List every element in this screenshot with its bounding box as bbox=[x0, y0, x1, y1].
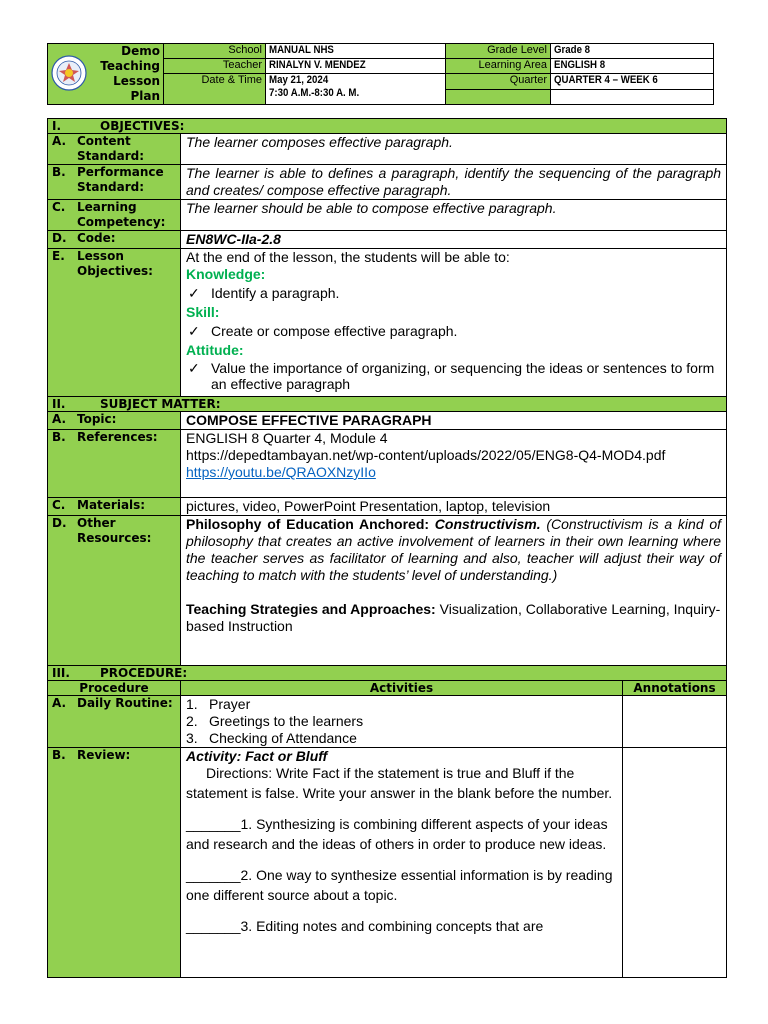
routine-item: Prayer bbox=[209, 696, 251, 712]
area-label: Learning Area bbox=[446, 59, 551, 74]
activity-title: Activity: Fact or Bluff bbox=[186, 748, 328, 764]
performance-standard: The learner is able to defines a paragraph, identify the sequencing of the paragraph and creates/ compose effective paragraph. bbox=[181, 165, 727, 200]
directions: Directions: Write Fact if the statement is true and Bluff if the statement is false. Write your answer in the blank before the number. bbox=[186, 765, 613, 801]
deped-seal-icon bbox=[51, 55, 87, 91]
competency-label: Learning Competency: bbox=[77, 200, 166, 229]
lesson-objectives-label: Lesson Objectives: bbox=[77, 249, 153, 278]
topic-value: COMPOSE EFFECTIVE PARAGRAPH bbox=[181, 412, 727, 430]
subject-matter-heading: II. SUBJECT MATTER: bbox=[48, 397, 727, 412]
materials-value: pictures, video, PowerPoint Presentation, laptop, television bbox=[181, 498, 727, 516]
area-value: ENGLISH 8 bbox=[554, 59, 606, 71]
strategies-paragraph: Teaching Strategies and Approaches: Visualization, Collaborative Learning, Inquiry-based Instruction bbox=[186, 601, 721, 634]
title-line: Lesson bbox=[113, 74, 160, 88]
skill-item: Create or compose effective paragraph. bbox=[211, 323, 458, 339]
daily-routine-label: Daily Routine: bbox=[77, 696, 173, 710]
quarter-label: Quarter bbox=[446, 74, 551, 90]
attitude-item: Value the importance of organizing, or sequencing the ideas or sentences to form an effective paragraph bbox=[211, 360, 715, 392]
knowledge-item: Identify a paragraph. bbox=[211, 285, 340, 301]
review-label: Review: bbox=[77, 748, 131, 762]
reference-video-link[interactable]: https://youtu.be/QRAOXNzyIIo bbox=[186, 464, 376, 480]
date-value: May 21, 2024 bbox=[269, 74, 329, 86]
code-label: Code: bbox=[77, 231, 116, 245]
time-value: 7:30 A.M.-8:30 A. M. bbox=[269, 87, 360, 99]
topic-label: Topic: bbox=[77, 412, 117, 426]
quarter-value: QUARTER 4 – WEEK 6 bbox=[554, 74, 658, 86]
annotation-cell bbox=[623, 748, 727, 978]
knowledge-label: Knowledge: bbox=[186, 266, 266, 282]
datetime-label: Date & Time bbox=[164, 74, 266, 105]
column-procedure: Procedure bbox=[48, 681, 181, 696]
title-line: Plan bbox=[130, 89, 160, 103]
philosophy-paragraph: Philosophy of Education Anchored: Constructivism. (Constructivism is a kind of philosophy that creates an active involvement of learners in their own learning where the teacher serves as facilitator of learning and also, teacher will adjust their way of teaching to match with the students’ level of understanding.) bbox=[186, 516, 722, 583]
check-icon: ✓ bbox=[188, 360, 200, 376]
school-value: MANUAL NHS bbox=[269, 44, 334, 56]
routine-item: Checking of Attendance bbox=[209, 730, 357, 746]
performance-standard-label: Performance Standard: bbox=[77, 165, 164, 194]
code-value: EN8WC-IIa-2.8 bbox=[181, 231, 727, 249]
references-label: References: bbox=[77, 430, 158, 444]
lesson-plan-table: I. OBJECTIVES: A. Content Standard: The learner composes effective paragraph. B. Performance Standard: The learner is able to defines a paragraph, identify the sequencing of the paragraph and creates/ compose effective paragraph. C. Learning Competency: The learner should be able to compose effective paragraph. D. Code: EN8WC-IIa-2.8 E. Lesson Objectives: At the end of the lesson, the students will be able to: Knowledge: ✓ Identify a paragraph. Skill: ✓ Create or compose effective paragraph. Attitude: ✓ Value the importance of organizing, or sequencing the ideas or sentences to form an effective paragraph II. SUBJECT MATTER: A. Topic: COMPOSE EFFECTIVE PARAGRAPH B. References: ENGLISH 8 Quarter 4, Module 4 https://depedtambayan.net/wp-content/uploads/2022/05/ENG8-Q4-MOD4.pdf https://youtu.be/QRAOXNzyIIo C. Materials: pictures, video, PowerPoint Presentation, laptop, television D. Other Resources: Philosophy of Education Anchored: Constructivism. (Constructivism is a kind of philosophy that creates an active involvement of learners in their own learning where the teacher serves as facilitator of learning and also, teacher will adjust their way of teaching to match with the students’ level of understanding.) Teaching Strategies and Approaches: Visualization, Collaborative Learning, Inquiry-based Instruction III. PROCEDURE: Procedure Activities Annotations A. Daily Routine: 1. Prayer 2. Greetings to the learners 3. Checking of Attendance B. Review: Activity: Fact or Bluff Directions: Write Fact if the statement is true and Bluff if the statement is false. Write your answer in the blank before the number. _______1. Synthesizing is combining different aspects of your ideas and research and the ideas of others in order to produce new ideas. _______2. One way to synthesize essential information is by reading one different source about a topic. _______3. Editing notes and combining concepts that are bbox=[47, 118, 727, 978]
quiz-item: _______1. Synthesizing is combining different aspects of your ideas and research and the ideas of others in order to produce new ideas. bbox=[186, 816, 608, 852]
skill-label: Skill: bbox=[186, 304, 220, 320]
other-resources-label: Other Resources: bbox=[77, 516, 152, 545]
header-title-cell bbox=[48, 44, 164, 105]
reference-url: https://depedtambayan.net/wp-content/uploads/2022/05/ENG8-Q4-MOD4.pdf bbox=[186, 447, 666, 463]
reference-module: ENGLISH 8 Quarter 4, Module 4 bbox=[186, 430, 388, 446]
content-standard-label: Content Standard: bbox=[77, 134, 145, 163]
title-line: Demo bbox=[121, 44, 160, 58]
annotation-cell bbox=[623, 696, 727, 748]
column-activities: Activities bbox=[181, 681, 623, 696]
teacher-label: Teacher bbox=[164, 59, 266, 74]
routine-item: Greetings to the learners bbox=[209, 713, 364, 729]
materials-label: Materials: bbox=[77, 498, 146, 512]
school-label: School bbox=[164, 44, 266, 59]
attitude-label: Attitude: bbox=[186, 342, 244, 358]
learning-competency: The learner should be able to compose effective paragraph. bbox=[181, 200, 727, 231]
teacher-value: RINALYN V. MENDEZ bbox=[269, 59, 366, 71]
quiz-item: _______2. One way to synthesize essential information is by reading one different source about a topic. bbox=[186, 867, 613, 903]
column-annotations: Annotations bbox=[623, 681, 727, 696]
grade-value: Grade 8 bbox=[554, 44, 591, 56]
procedure-heading: III. PROCEDURE: bbox=[48, 666, 727, 681]
lesson-objectives-intro: At the end of the lesson, the students will be able to: bbox=[186, 249, 510, 265]
header-table bbox=[47, 43, 714, 105]
objectives-heading: I. OBJECTIVES: bbox=[48, 119, 727, 134]
content-standard: The learner composes effective paragraph. bbox=[181, 134, 727, 165]
check-icon: ✓ bbox=[188, 323, 200, 339]
grade-label: Grade Level bbox=[446, 44, 551, 59]
title-line: Teaching bbox=[100, 59, 160, 73]
quiz-item: _______3. Editing notes and combining concepts that are bbox=[186, 918, 544, 934]
check-icon: ✓ bbox=[188, 285, 200, 301]
